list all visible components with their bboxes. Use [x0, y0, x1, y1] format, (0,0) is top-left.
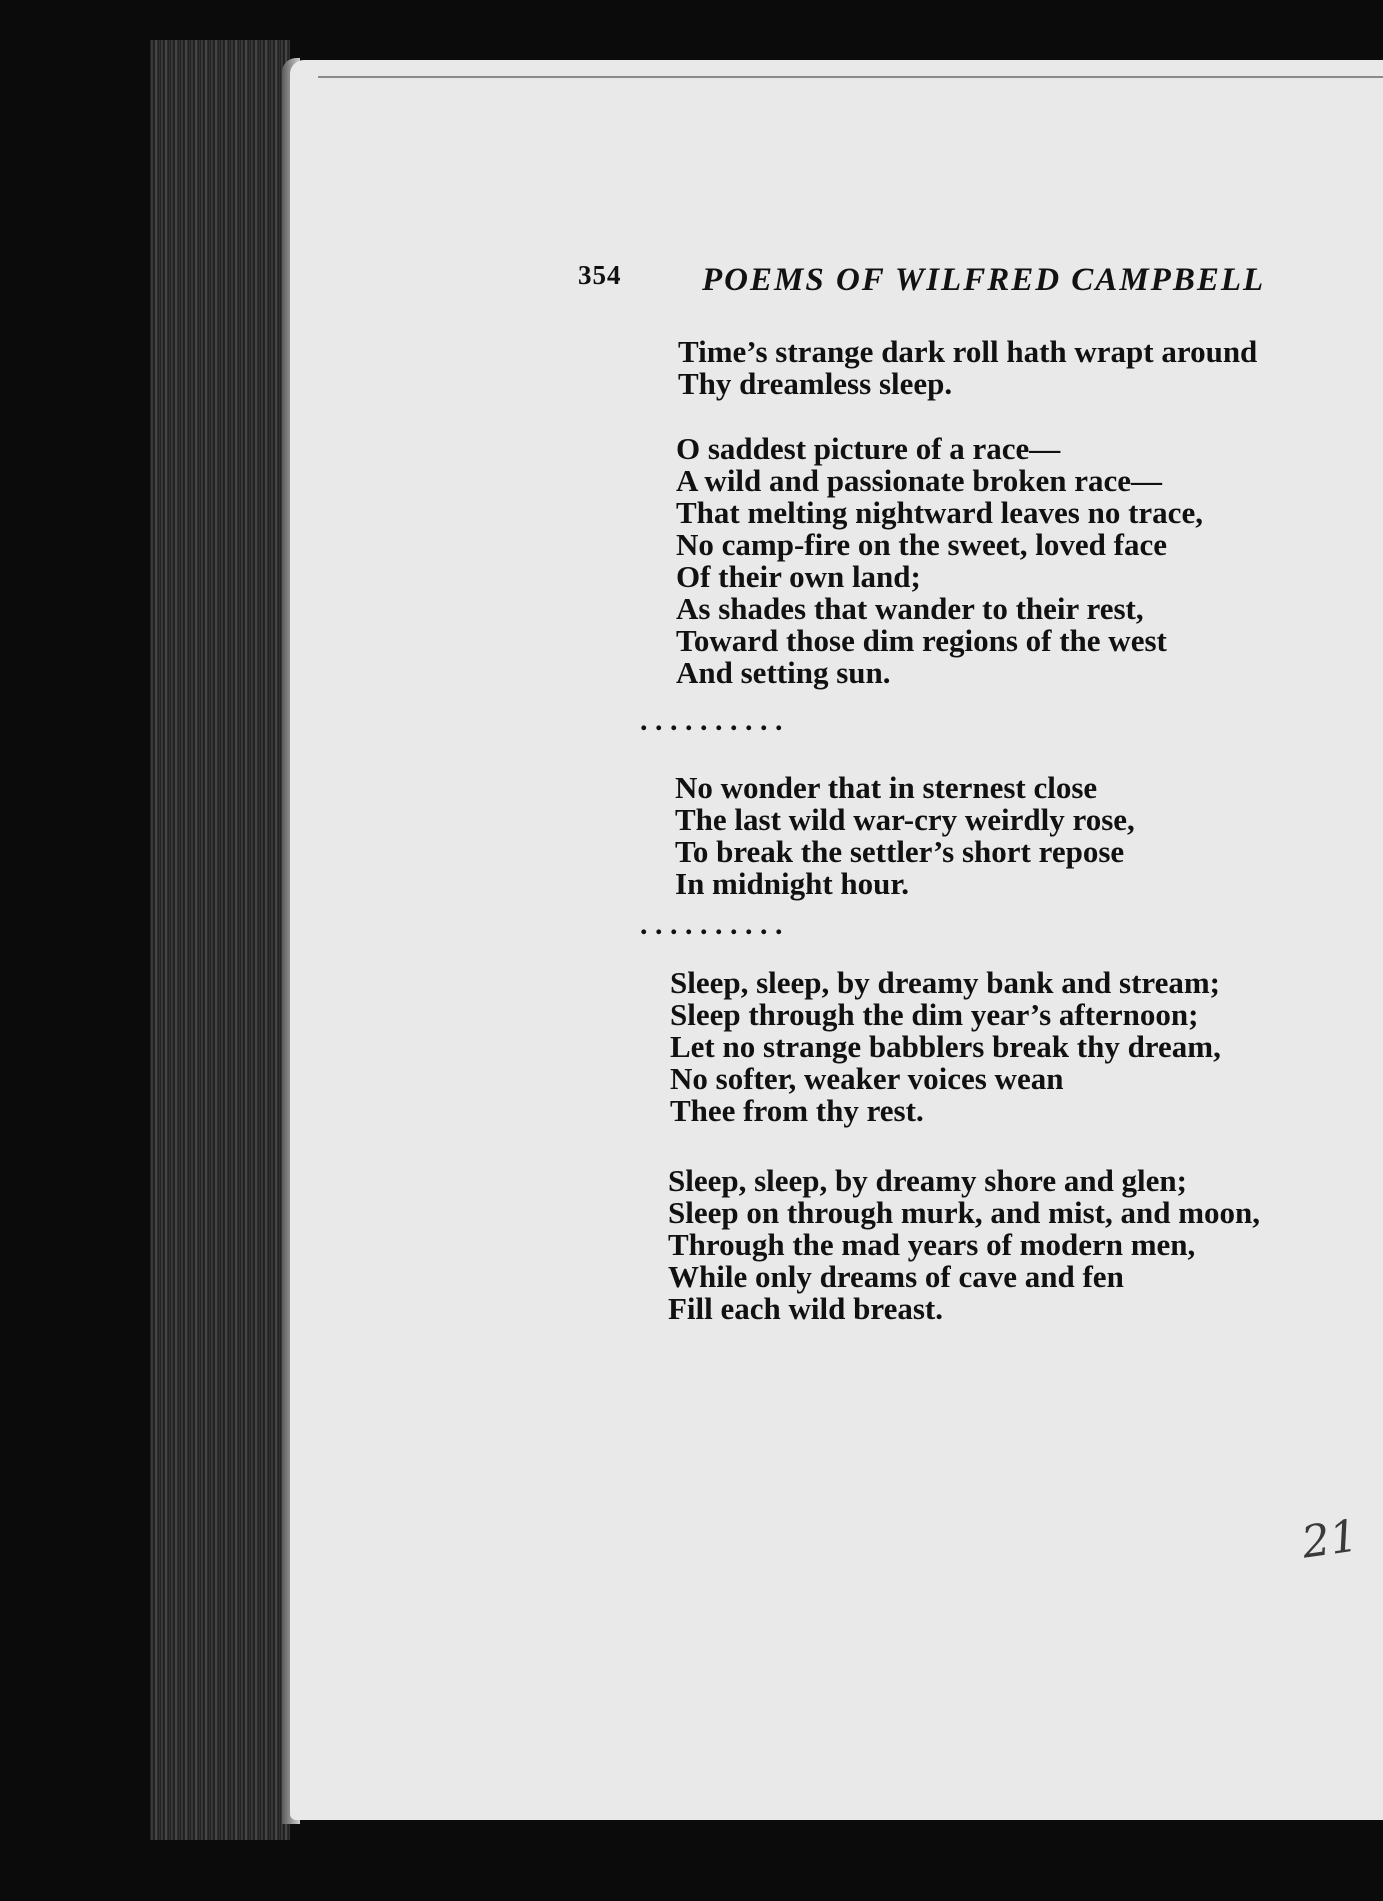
poem-line: A wild and passionate broken race— [676, 463, 1163, 498]
book-page-edges [150, 40, 290, 1840]
poem-line: As shades that wander to their rest, [676, 591, 1144, 626]
book-page [290, 60, 1383, 1820]
page-top-edge [318, 76, 1383, 78]
poem-line: Thee from thy rest. [670, 1093, 924, 1128]
poem-line: Toward those dim regions of the west [676, 623, 1167, 658]
poem-line: To break the settler’s short repose [675, 834, 1125, 869]
poem-line: Sleep on through murk, and mist, and moon, [668, 1195, 1261, 1230]
poem-line: No camp-fire on the sweet, loved face [676, 527, 1167, 562]
poem-line: No softer, weaker voices wean [670, 1061, 1064, 1096]
handwritten-margin-note: 21 [1298, 1510, 1362, 1569]
poem-line: Let no strange babblers break thy dream, [670, 1029, 1221, 1064]
poem-line: Sleep, sleep, by dreamy shore and glen; [668, 1163, 1187, 1198]
poem-line: In midnight hour. [675, 866, 910, 901]
page-number: 354 [578, 260, 622, 290]
poem-line: And setting sun. [676, 655, 891, 690]
poem-line: Fill each wild breast. [668, 1291, 943, 1326]
poem-line: Of their own land; [676, 559, 921, 594]
poem-line: That melting nightward leaves no trace, [676, 495, 1203, 530]
poem-line: Sleep, sleep, by dreamy bank and stream; [670, 965, 1221, 1000]
poem-line: Thy dreamless sleep. [678, 366, 953, 401]
poem-line: Through the mad years of modern men, [668, 1227, 1196, 1262]
poem-line: No wonder that in sternest close [675, 770, 1098, 805]
section-separator: . . . . . . . . . . [640, 704, 783, 737]
poem-line: O saddest picture of a race— [676, 431, 1061, 466]
running-head: POEMS OF WILFRED CAMPBELL [702, 262, 1266, 298]
poem-line: Time’s strange dark roll hath wrapt around [678, 334, 1258, 369]
poem-line: While only dreams of cave and fen [668, 1259, 1124, 1294]
section-separator: . . . . . . . . . . [640, 908, 783, 941]
poem-line: The last wild war-cry weirdly rose, [675, 802, 1135, 837]
poem-line: Sleep through the dim year’s afternoon; [670, 997, 1199, 1032]
